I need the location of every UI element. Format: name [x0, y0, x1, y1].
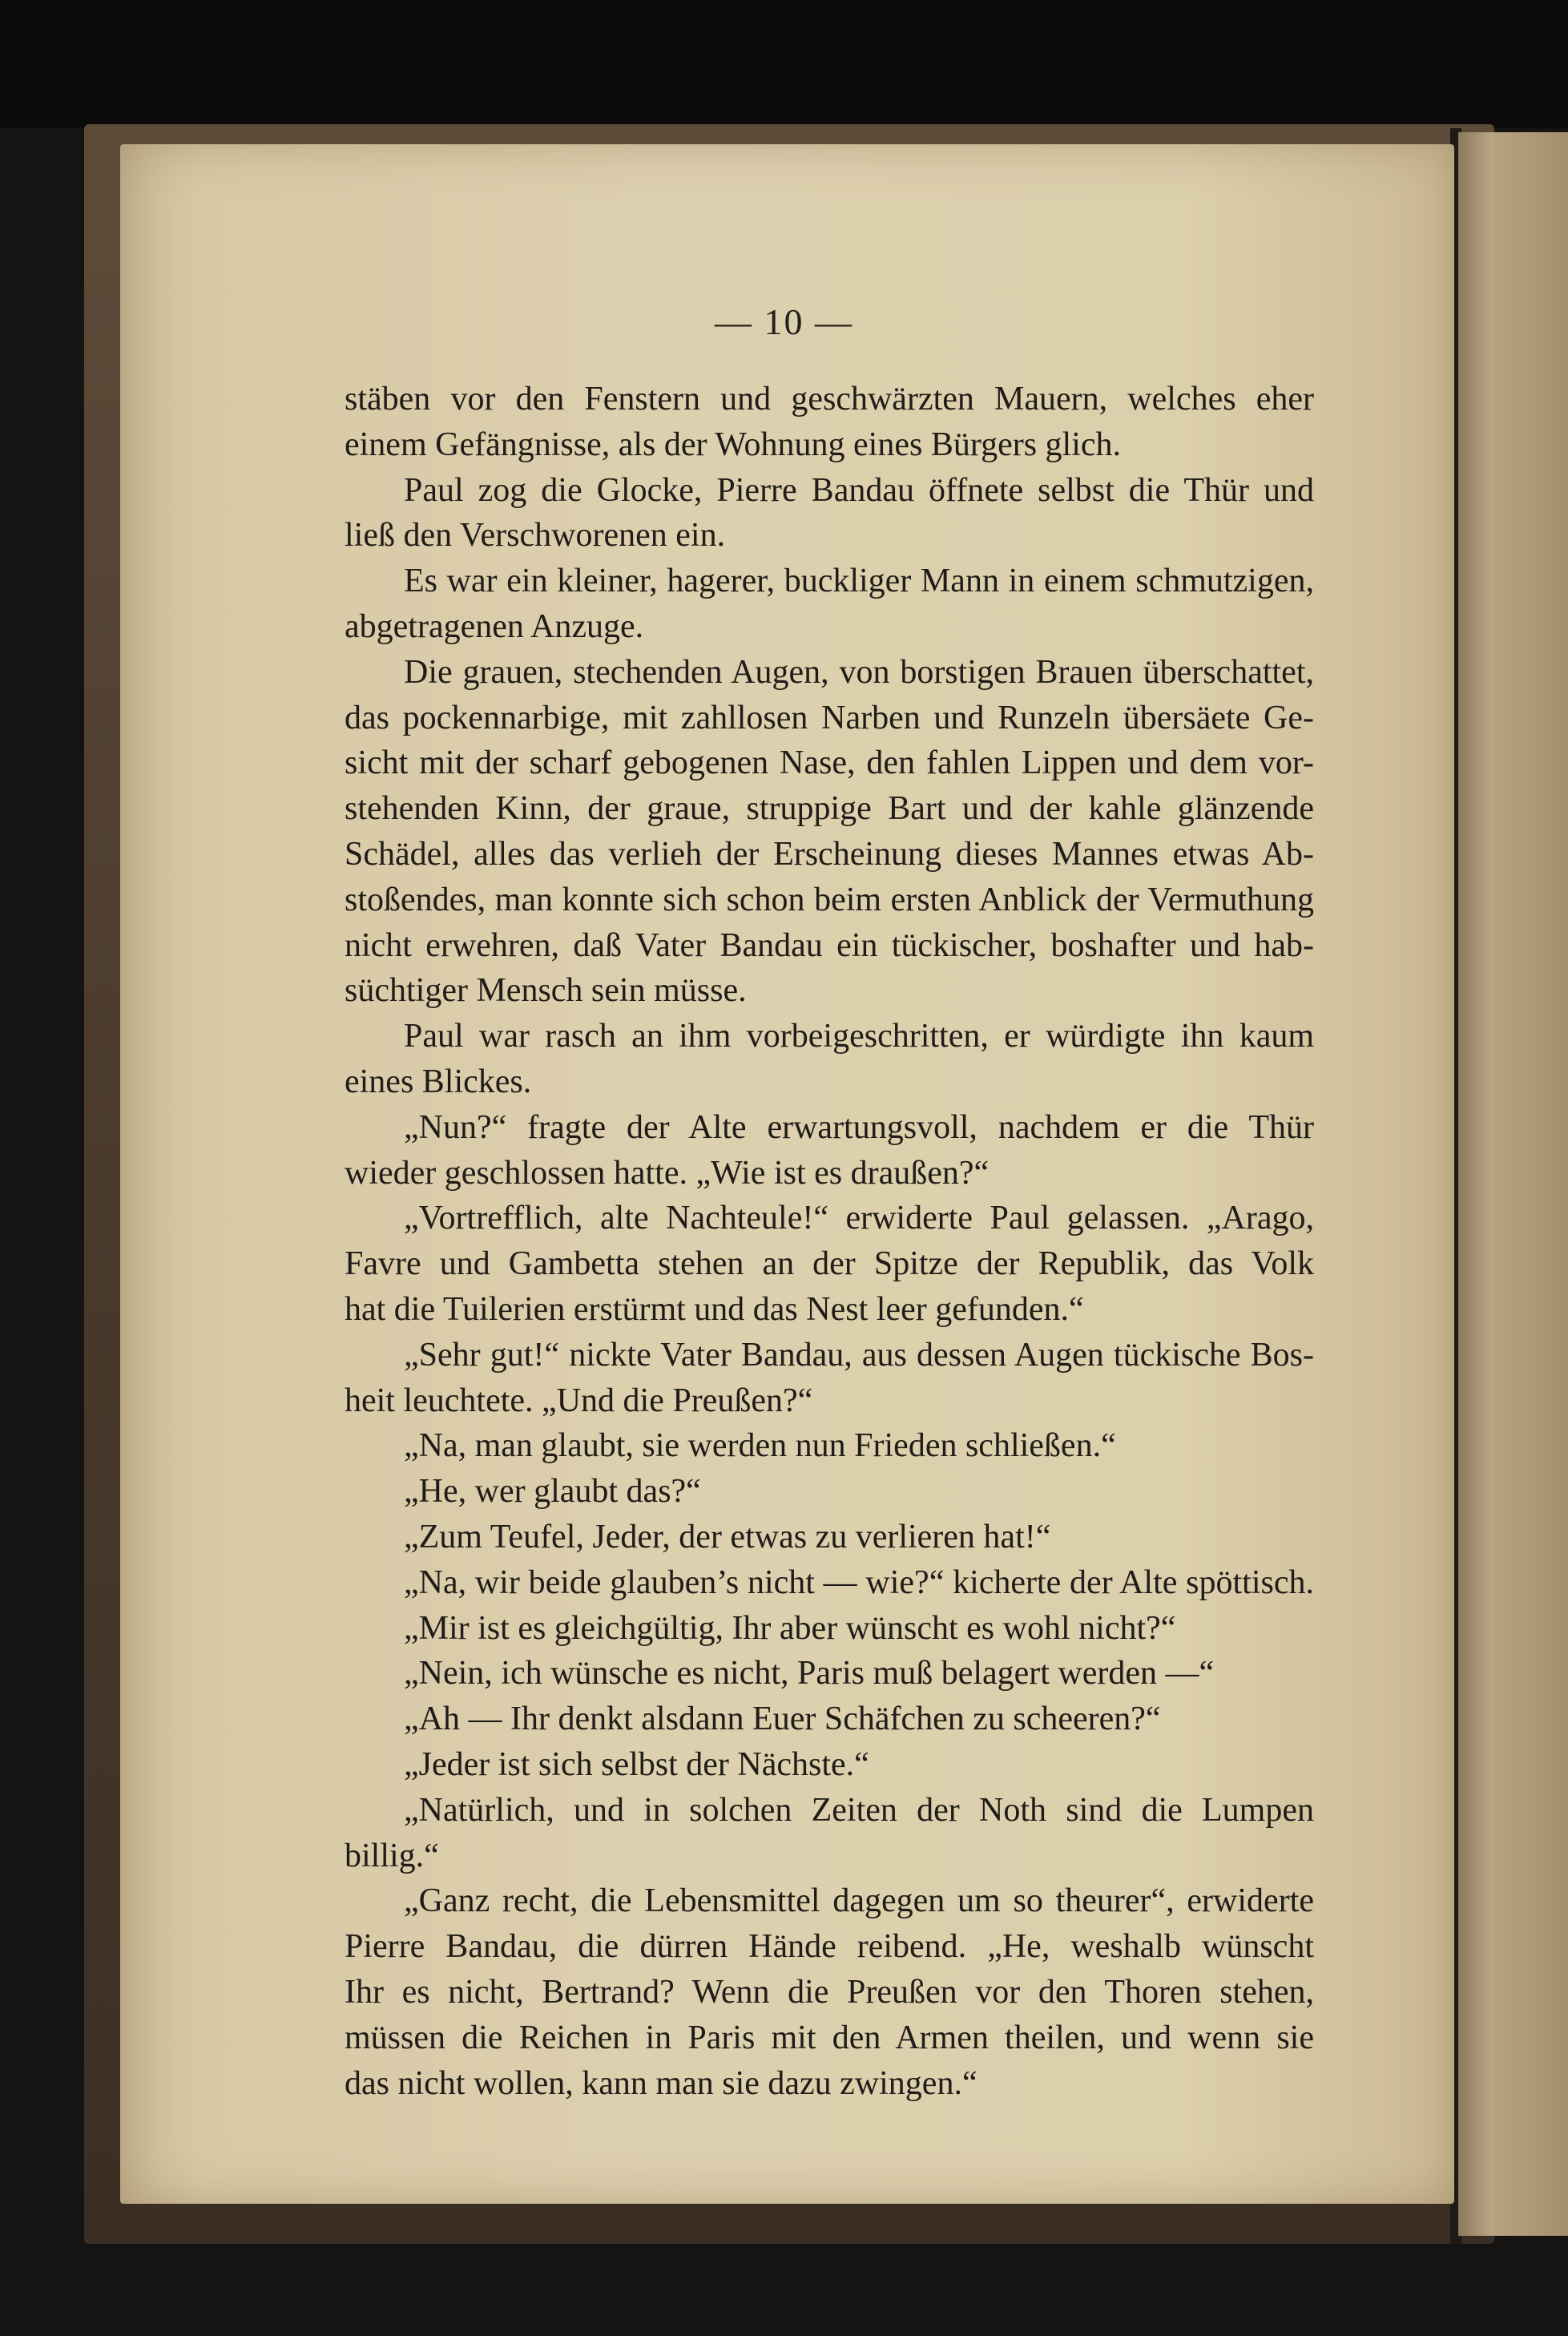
text-line: süchtiger Mensch sein müsse.: [345, 972, 747, 1010]
text-line: Paul zog die Glocke, Pierre Bandau öffnete selbst die Thür und: [404, 471, 1314, 509]
text-line: heit leuchtete. „Und die Preußen?“: [345, 1382, 813, 1419]
text-line: Es war ein kleiner, hagerer, buckliger Mann in einem schmutzigen,: [404, 563, 1314, 600]
text-line: stehenden Kinn, der graue, struppige Bart und der kahle glänzende: [345, 790, 1314, 828]
text-line: Schädel, alles das verlieh der Erscheinung dieses Mannes etwas Ab-: [345, 836, 1314, 873]
text-line: „Natürlich, und in solchen Zeiten der Noth sind die Lumpen: [404, 1791, 1314, 1829]
text-line: „He, wer glaubt das?“: [404, 1473, 701, 1511]
text-line: Paul war rasch an ihm vorbeigeschritten, er würdigte ihn kaum: [404, 1018, 1314, 1055]
text-line: abgetragenen Anzuge.: [345, 608, 644, 645]
text-line: „Nein, ich wünsche es nicht, Paris muß belagert werden —“: [404, 1655, 1215, 1692]
text-line: „Jeder ist sich selbst der Nächste.“: [404, 1746, 869, 1783]
text-line: das pockennarbige, mit zahllosen Narben und Runzeln übersäete Ge-: [345, 699, 1314, 736]
text-line: nicht erwehren, daß Vater Bandau ein tückischer, boshafter und hab-: [345, 926, 1314, 964]
text-line: stoßendes, man konnte sich schon beim ersten Anblick der Vermuthung: [345, 881, 1314, 918]
text-line: „Ah — Ihr denkt alsdann Euer Schäfchen zu scheeren?“: [404, 1701, 1161, 1738]
text-line: einem Gefängnisse, als der Wohnung eines Bürgers glich.: [345, 426, 1122, 463]
background-shadow: [0, 0, 1568, 128]
text-line: „Mir ist es gleichgültig, Ihr aber wünscht es wohl nicht?“: [404, 1609, 1176, 1647]
text-line: wieder geschlossen hatte. „Wie ist es draußen?“: [345, 1154, 990, 1192]
page-number: — 10 —: [715, 301, 853, 342]
text-line: Die grauen, stechenden Augen, von borstigen Brauen überschattet,: [404, 653, 1314, 691]
text-line: das nicht wollen, kann man sie dazu zwingen.“: [345, 2064, 977, 2102]
text-line: „Ganz recht, die Lebensmittel dagegen um so theurer“, erwiderte: [404, 1882, 1314, 1920]
text-line: ließ den Verschworenen ein.: [345, 517, 726, 555]
next-page-edge: [1458, 132, 1568, 2236]
text-line: Ihr es nicht, Bertrand? Wenn die Preußen vor den Thoren stehen,: [345, 1974, 1314, 2011]
text-line: „Na, man glaubt, sie werden nun Frieden schließen.“: [404, 1427, 1116, 1465]
text-line: eines Blickes.: [345, 1063, 532, 1100]
text-line: „Vortrefflich, alte Nachteule!“ erwiderte Paul gelassen. „Arago,: [404, 1200, 1314, 1237]
text-line: hat die Tuilerien erstürmt und das Nest leer gefunden.“: [345, 1291, 1084, 1328]
text-line: „Sehr gut!“ nickte Vater Bandau, aus dessen Augen tückische Bos-: [404, 1336, 1314, 1374]
text-line: Favre und Gambetta stehen an der Spitze der Republik, das Volk: [345, 1245, 1314, 1283]
text-line: Pierre Bandau, die dürren Hände reibend. „He, weshalb wünscht: [345, 1928, 1314, 1966]
text-line: sicht mit der scharf gebogenen Nase, den fahlen Lippen und dem vor-: [345, 744, 1314, 782]
text-line: „Nun?“ fragte der Alte erwartungsvoll, nachdem er die Thür: [404, 1108, 1314, 1146]
text-line: „Na, wir beide glauben’s nicht — wie?“ kicherte der Alte spöttisch.: [404, 1563, 1314, 1601]
text-line: „Zum Teufel, Jeder, der etwas zu verlieren hat!“: [404, 1519, 1051, 1555]
text-line: billig.“: [345, 1837, 439, 1874]
text-line: müssen die Reichen in Paris mit den Armen theilen, und wenn sie: [345, 2019, 1314, 2056]
text-line: stäben vor den Fenstern und geschwärzten Mauern, welches eher: [345, 381, 1314, 418]
